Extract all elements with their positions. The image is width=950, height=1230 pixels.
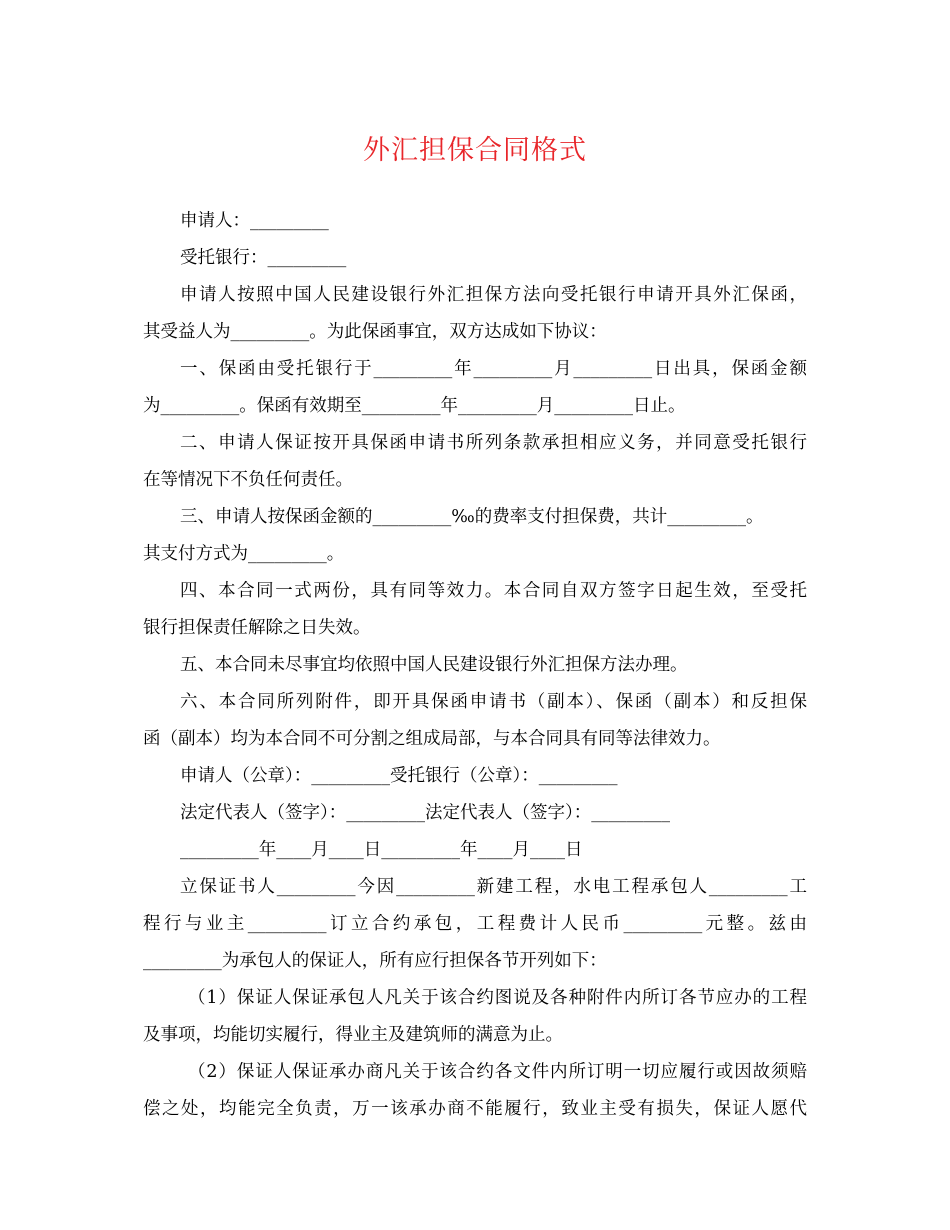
clause-1-line-1: 一、保函由受托银行于_________年_________月_________日出具，保函金额 — [180, 359, 807, 379]
clause-4-line-1: 四、本合同一式两份，具有同等效力。本合同自双方签字日起生效，至受托 — [180, 581, 807, 601]
guarantee-item-2-line-1: （2）保证人保证承办商凡关于该合约各文件内所订明一切应履行或因故须赔 — [188, 1062, 807, 1082]
clause-4-line-2: 银行担保责任解除之日失效。 — [143, 618, 371, 638]
guarantee-intro-line-3: _________为承包人的保证人，所有应行担保各节开列如下： — [143, 951, 607, 971]
guarantee-intro-line-2: 程行与业主_________订立合约承包，工程费计人民币_________元整。兹由 — [143, 914, 807, 934]
clause-6-line-2: 函（副本）均为本合同不可分割之组成局部，与本合同具有同等法律效力。 — [143, 729, 721, 749]
clause-3-line-1: 三、申请人按保函金额的_________‰的费率支付担保费，共计_________。 — [180, 507, 764, 527]
clause-2-line-1: 二、申请人保证按开具保函申请书所列条款承担相应义务，并同意受托银行 — [180, 433, 807, 453]
date-line: _________年____月____日_________年____月____日 — [180, 840, 583, 860]
guarantee-item-1-line-1: （1）保证人保证承包人凡关于该合约图说及各种附件内所订各节应办的工程 — [188, 988, 807, 1008]
applicant-line: 申请人：_________ — [180, 211, 329, 231]
clause-1-line-2: 为_________。保函有效期至_________年_________月_________日止。 — [143, 396, 686, 416]
signature-line: 法定代表人（签字）：_________法定代表人（签字）：_________ — [180, 803, 670, 823]
guarantee-item-2-line-2: 偿之处，均能完全负责，万一该承办商不能履行，致业主受有损失，保证人愿代 — [143, 1099, 807, 1119]
clause-6-line-1: 六、本合同所列附件，即开具保函申请书（副本）、保函（副本）和反担保 — [180, 692, 807, 712]
document-title: 外汇担保合同格式 — [363, 135, 587, 166]
clause-3-line-2: 其支付方式为_________。 — [143, 544, 345, 564]
document-body — [143, 203, 807, 1128]
guarantee-intro-line-1: 立保证书人_________今因_________新建工程，水电工程承包人_________工 — [180, 877, 807, 897]
clause-2-line-2: 在等情况下不负任何责任。 — [143, 470, 353, 490]
guarantee-item-1-line-2: 及事项，均能切实履行，得业主及建筑师的满意为止。 — [143, 1025, 563, 1045]
paragraph-intro-line-1: 申请人按照中国人民建设银行外汇担保方法向受托银行申请开具外汇保函， — [180, 285, 807, 305]
seal-line: 申请人（公章）：_________受托银行（公章）：_________ — [180, 766, 618, 786]
clause-5-line: 五、本合同未尽事宜均依照中国人民建设银行外汇担保方法办理。 — [180, 655, 688, 675]
paragraph-intro-line-2: 其受益人为_________。为此保函事宜，双方达成如下协议： — [143, 322, 607, 342]
trustee-bank-line: 受托银行：_________ — [180, 248, 347, 268]
